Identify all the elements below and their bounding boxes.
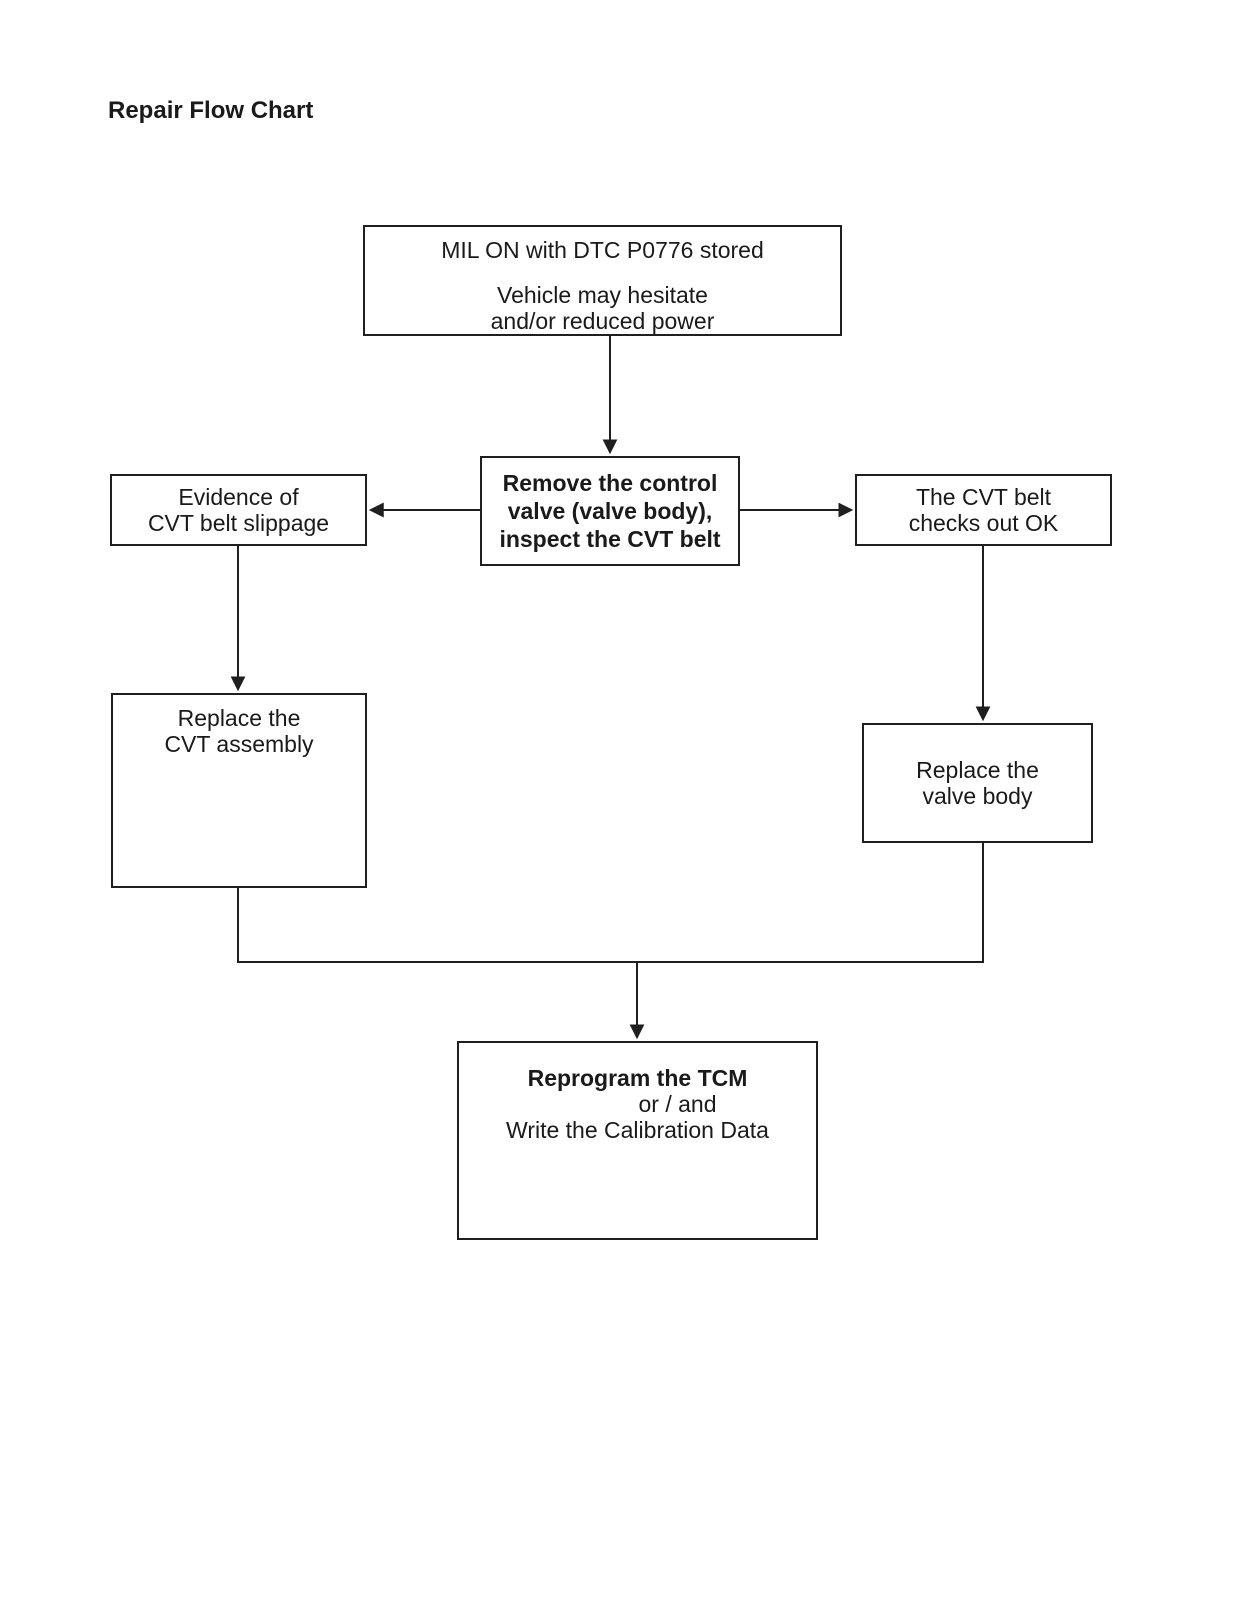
flow-node-belt-ok [855,474,1112,546]
node-text-line: Write the Calibration Data [506,1117,769,1143]
node-text-line: MIL ON with DTC P0776 stored [441,237,764,263]
connector-replace-valve-body-to-merge [637,843,983,962]
flow-node-replace-valve-body [862,723,1093,843]
node-text-line: Reprogram the TCM [527,1065,748,1091]
node-text-line: or / and [638,1091,717,1117]
flow-node-start [363,225,842,336]
connector-replace-cvt-to-merge [238,888,637,962]
node-text-line: Remove the control [502,470,718,496]
node-text-line: Evidence of [178,484,299,510]
node-text-line: valve (valve body), [507,498,713,524]
node-text-line: CVT belt slippage [147,510,330,536]
node-text-line: checks out OK [908,510,1059,536]
node-text-line: The CVT belt [915,484,1052,510]
node-text-line: valve body [922,783,1033,809]
flow-node-slippage [110,474,367,546]
node-text-line: inspect the CVT belt [499,526,721,552]
flow-node-inspect [480,456,740,566]
node-text-line: Replace the [177,705,301,731]
node-text-line: and/or reduced power [490,308,715,334]
node-text-line: CVT assembly [164,731,314,757]
flow-node-replace-cvt [111,693,367,888]
page-title: Repair Flow Chart [108,97,314,124]
node-text-line: Vehicle may hesitate [497,282,708,308]
flow-node-reprogram [457,1041,818,1240]
node-text-line: Replace the [916,757,1039,783]
